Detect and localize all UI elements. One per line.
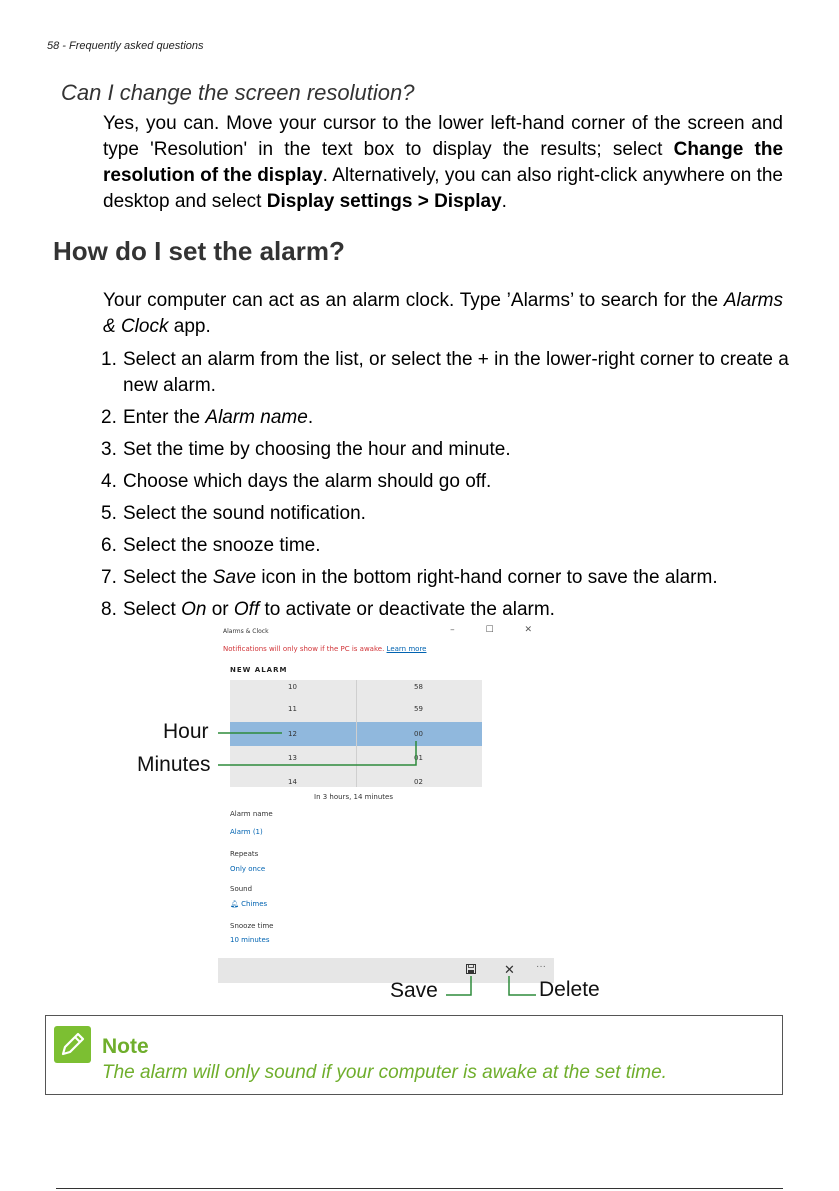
more-icon[interactable]: ··· [536, 961, 546, 972]
minute-option[interactable]: 01 [414, 754, 423, 762]
save-callout: Save [390, 979, 438, 1002]
resolution-answer: Yes, you can. Move your cursor to the lower left-hand corner of the screen and type 'Resolution' in the text box to display the results; select Change the resolution of the display. Alternatively, you can also right-click anywhere on the desktop and select Display settings > Display. [103, 113, 784, 212]
alarm-name-label: Alarm name [230, 810, 273, 818]
note-text: The alarm will only sound if your computer is awake at the set time. [102, 1062, 667, 1083]
step-1: 1. Select an alarm from the list, or select the + in the lower-right corner to create a new alarm. [101, 349, 789, 396]
hour-option[interactable]: 13 [288, 754, 297, 762]
step-4: 4. Choose which days the alarm should go off. [101, 471, 492, 492]
minute-option-selected[interactable]: 00 [414, 730, 423, 738]
save-callout-line [446, 976, 471, 995]
hour-callout: Hour [163, 720, 209, 743]
alarm-intro: Your computer can act as an alarm clock. Type ’Alarms’ to search for the Alarms & Clock app. [103, 290, 783, 337]
hour-option-selected[interactable]: 12 [288, 730, 297, 738]
minute-option[interactable]: 59 [414, 705, 423, 713]
alarm-name-input[interactable]: Alarm (1) [230, 828, 263, 836]
delete-callout-line [509, 976, 536, 995]
step-5: 5. Select the sound notification. [101, 503, 366, 524]
time-until-alarm: In 3 hours, 14 minutes [314, 793, 394, 801]
pencil-icon [54, 1026, 91, 1063]
minutes-callout-line [218, 741, 416, 765]
snooze-label: Snooze time [230, 922, 274, 930]
hour-option[interactable]: 14 [288, 778, 297, 786]
sound-value[interactable]: 🔔︎ Chimes [230, 900, 268, 908]
window-controls[interactable]: – ☐ ✕ [450, 625, 546, 635]
window-title: Alarms & Clock [223, 628, 269, 635]
snooze-value[interactable]: 10 minutes [230, 936, 270, 944]
notification-banner: Notifications will only show if the PC is awake. Learn more [223, 645, 427, 653]
resolution-question: Can I change the screen resolution? [61, 80, 415, 105]
minute-option[interactable]: 02 [414, 778, 423, 786]
repeats-label: Repeats [230, 850, 259, 858]
step-3: 3. Set the time by choosing the hour and minute. [101, 439, 511, 460]
note-title: Note [102, 1035, 149, 1058]
bell-icon: 🔔︎ [230, 900, 239, 908]
running-header: 58 - Frequently asked questions [47, 40, 204, 52]
repeats-value[interactable]: Only once [230, 865, 266, 873]
delete-callout: Delete [539, 978, 600, 1001]
hour-option[interactable]: 10 [288, 683, 297, 691]
step-8: 8. Select On or Off to activate or deactivate the alarm. [101, 599, 555, 620]
learn-more-link[interactable]: Learn more [386, 645, 427, 653]
step-7: 7. Select the Save icon in the bottom right-hand corner to save the alarm. [101, 567, 718, 588]
new-alarm-title: NEW ALARM [230, 666, 288, 674]
step-2: 2. Enter the Alarm name. [101, 407, 314, 428]
close-icon[interactable]: ✕ [504, 962, 515, 977]
footer-rule [56, 1188, 783, 1189]
hour-option[interactable]: 11 [288, 705, 297, 713]
sound-label: Sound [230, 885, 253, 893]
minutes-callout: Minutes [137, 753, 211, 776]
minute-option[interactable]: 58 [414, 683, 423, 691]
step-6: 6. Select the snooze time. [101, 535, 321, 556]
alarm-heading: How do I set the alarm? [53, 236, 345, 266]
